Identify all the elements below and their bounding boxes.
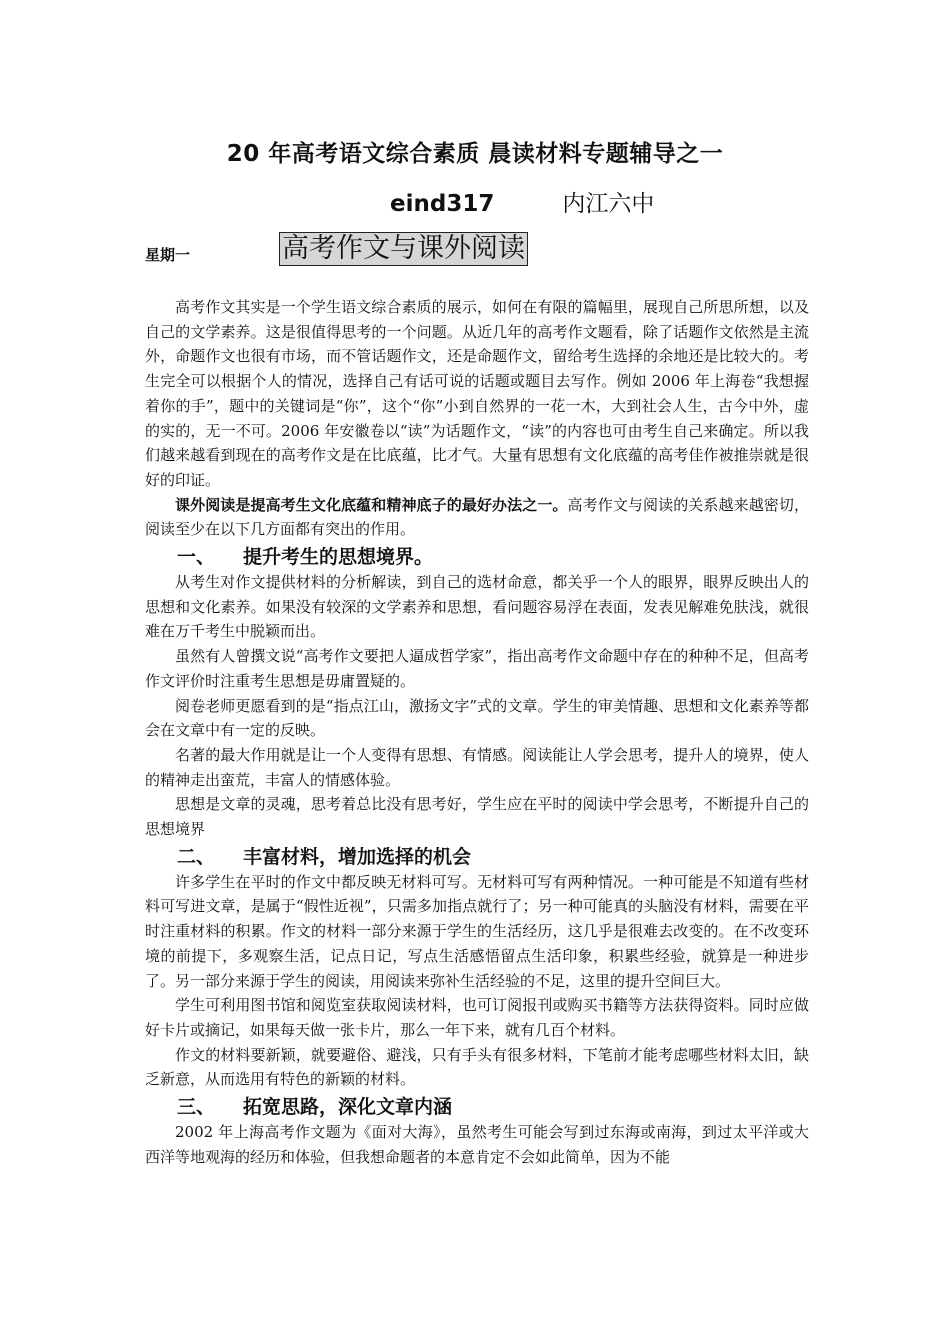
topic-title: 高考作文与课外阅读: [279, 232, 528, 266]
author-id: eind317: [390, 191, 495, 217]
thesis-rest: 高考作文与阅读的关系越来越密切，阅读至少在以下几方面都有突出的作用。: [145, 495, 809, 539]
weekday-label: 星期一: [145, 246, 191, 264]
section-title: 提升考生的思想境界。: [243, 546, 434, 569]
article-body: [145, 295, 809, 1170]
body-paragraph: 名著的最大作用就是让一个人变得有思想、有情感。阅读能让人学会思考，提升人的境界，使人的精神走出蛮荒，丰富人的情感体验。: [145, 745, 809, 789]
thesis-bold: 课外阅读是提高考生文化底蕴和精神底子的最好办法之一。: [175, 495, 568, 514]
body-paragraph: 从考生对作文提供材料的分析解读，到自己的选材命意，都关乎一个人的眼界，眼界反映出人的思想和文化素养。如果没有较深的文学素养和思想，看问题容易浮在表面，发表见解难免肤浅，就很难在万千考生中脱颖而出。: [145, 573, 809, 641]
body-paragraph: 作文的材料要新颖，就要避俗、避浅，只有手头有很多材料，下笔前才能考虑哪些材料太旧，缺乏新意，从而选用有特色的新颖的材料。: [145, 1045, 809, 1089]
body-paragraph: 许多学生在平时的作文中都反映无材料可写。无材料可写有两种情况。一种可能是不知道有些材料可写进文章，是属于“假性近视”，只需多加指点就行了；另一种可能真的头脑没有材料，需要在平时注重材料的积累。作文的材料一部分来源于学生的生活经历，这几乎是很难去改变的。在不改变环境的前提下，多观察生活，记点日记，写点生活感悟留点生活印象，积累些经验，就算是一种进步了。另一部分来源于学生的阅读，用阅读来弥补生活经验的不足，这里的提升空间巨大。: [145, 872, 809, 990]
document-title: 20 年高考语文综合素质 晨读材料专题辅导之一: [226, 141, 724, 167]
body-paragraph: 思想是文章的灵魂，思考着总比没有思考好，学生应在平时的阅读中学会思考，不断提升自己的思想境界: [145, 795, 809, 839]
body-paragraph: 学生可利用图书馆和阅览室获取阅读材料，也可订阅报刊或购买书籍等方法获得资料。同时应做好卡片或摘记，如果每天做一张卡片，那么一年下来，就有几百个材料。: [145, 996, 809, 1039]
body-paragraph: 虽然有人曾撰文说“高考作文要把人逼成哲学家”，指出高考作文命题中存在的种种不足，但高考作文评价时注重考生思想是毋庸置疑的。: [145, 647, 809, 690]
section-title: 拓宽思路，深化文章内涵: [243, 1096, 453, 1119]
body-paragraph: 2002 年上海高考作文题为《面对大海》，虽然考生可能会写到过东海或南海，到过太平洋或大西洋等地观海的经历和体验，但我想命题者的本意肯定不会如此简单，因为不能: [145, 1123, 809, 1166]
section-heading: [177, 1094, 809, 1120]
section-heading: [177, 544, 809, 570]
section-heading: [177, 844, 809, 870]
section-title: 丰富材料，增加选择的机会: [243, 845, 472, 868]
thesis-paragraph: [145, 493, 809, 542]
body-paragraph: 阅卷老师更愿看到的是“指点江山，激扬文字”式的文章。学生的审美情趣、思想和文化素养等都会在文章中有一定的反映。: [145, 696, 809, 740]
section-number: 一、: [177, 546, 216, 569]
school-name: 内江六中: [562, 191, 655, 217]
section-number: 三、: [177, 1096, 216, 1119]
author-line: [390, 185, 654, 218]
section-number: 二、: [177, 845, 216, 868]
intro-paragraph: 高考作文其实是一个学生语文综合素质的展示，如何在有限的篇幅里，展现自己所思所想，以及自己的文学素养。这是很值得思考的一个问题。从近几年的高考作文题看，除了话题作文依然是主流外，命题作文也很有市场，而不管话题作文，还是命题作文，留给考生选择的余地还是比较大的。考生完全可以根据个人的情况，选择自己有话可说的话题或题目去写作。例如 2006 年上海卷“我想握着你的手”，题中的关键词是“你”，这个“你”小到自然界的一花一木，大到社会人生，古今中外，虚的实的，无一不可。2006 年安徽卷以“读”为话题作文，“读”的内容也可由考生自己来确定。所以我们越来越看到现在的高考作文是在比底蕴，比才气。大量有思想有文化底蕴的高考佳作被推崇就是很好的印证。: [145, 298, 809, 489]
